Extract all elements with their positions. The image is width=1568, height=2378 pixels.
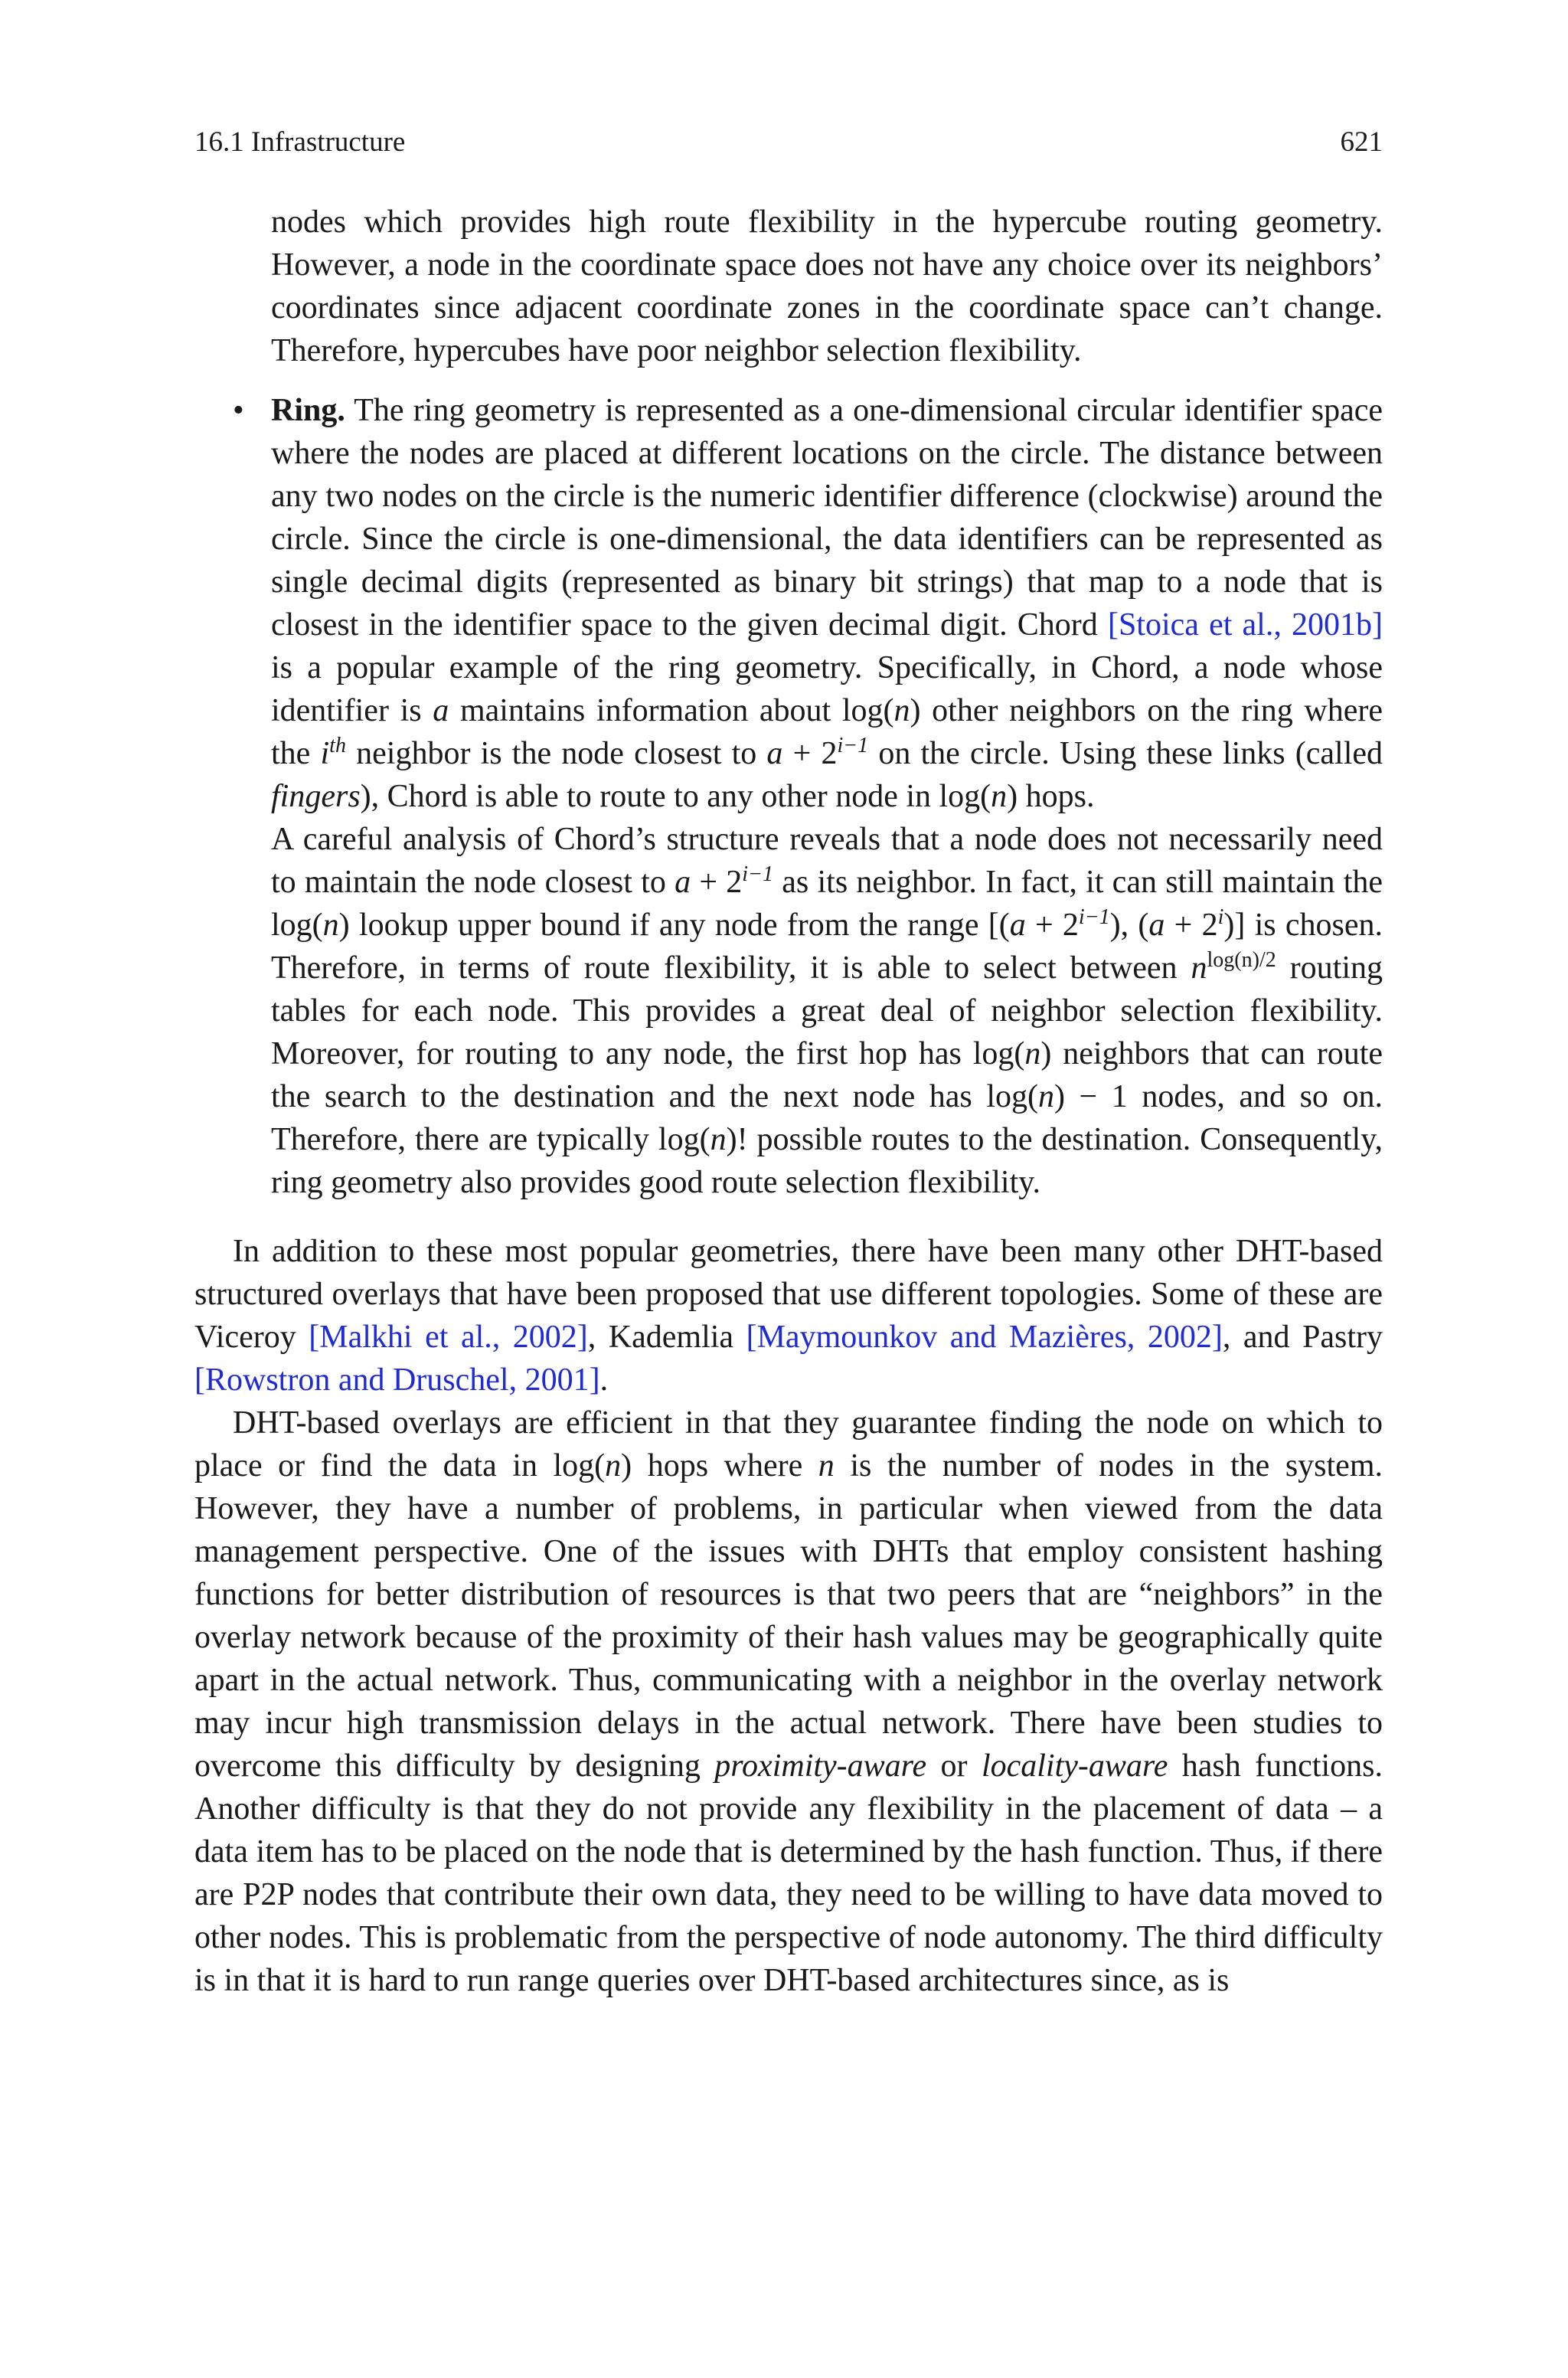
citation-malkhi[interactable]: [Malkhi et al., 2002] [309,1320,588,1355]
ring-paragraph-2: A careful analysis of Chord’s structure reveals that a node does not necessarily need to maintain the node closest to $a + 2^{i-1}$ as its neighbor. In fact, it can still maintain the log(n) lookup upper bound if any node from the range [$(a + 2^{i-1})$, $(a + 2^i)$] is chosen. Therefore, in terms of route flexibility, it is able to select between $n^{log(n)/2}$ routing tables for each node. This provides a great deal of neighbor selection flexibility. Moreover, for routing to any node, the first hop has log(n) neighbors that can route the search to the destination and the next node has log(n) − 1 nodes, and so on. Therefore, there are typically log(n)! possible routes to the destination. Consequently, ring geometry also provides good route selection flexibility. [271,822,1383,1200]
body-text [194,201,1383,2002]
paragraph-dht-problems: DHT-based overlays are efficient in that they guarantee finding the node on which to place or find the data in log(n) hops where n is the number of nodes in the system. However, they have a number of problems, in particular when viewed from the data management perspective. One of the issues with DHTs that employ consistent hashing functions for better distribution of resources is that two peers that are “neighbors” in the overlay network because of the proximity of their hash values may be geographically quite apart in the actual network. Thus, communicating with a neighbor in the overlay network may incur high transmission delays in the actual network. There have been studies to overcome this difficulty by designing proximity-aware or locality-aware hash functions. Another difficulty is that they do not provide any flexibility in the placement of data – a data item has to be placed on the node that is determined by the hash function. Thus, if there are P2P nodes that contribute their own data, they need to be willing to have data moved to other nodes. This is problematic from the perspective of node autonomy. The third difficulty is in that it is hard to run range queries over DHT-based architectures since, as is [194,1405,1383,1998]
fingers-term: fingers [271,779,361,814]
bullet-item-ring [233,389,1383,1204]
locality-aware-term: locality-aware [981,1748,1168,1784]
ring-heading: Ring. [271,393,345,428]
continuation-paragraph: nodes which provides high route flexibility in the hypercube routing geometry. However, a node in the coordinate space does not have any choice over its neighbors’ coordinates since adjacent coordinate zones in the coordinate space can’t change. Therefore, hypercubes have poor neighbor selection flexibility. [271,204,1383,368]
page-number: 621 [1340,126,1383,158]
section-title: 16.1 Infrastructure [194,126,406,158]
ring-paragraph-1: Ring. The ring geometry is represented as a one-dimensional circular identifier space where the nodes are placed at different locations on the circle. The distance between any two nodes on the circle is the numeric identifier difference (clockwise) around the circle. Since the circle is one-dimensional, the data identifiers can be represented as single decimal digits (represented as binary bit strings) that map to a node that is closest in the identifier space to the given decimal digit. Chord [Stoica et al., 2001b] is a popular example of the ring geometry. Specifically, in Chord, a node whose identifier is a maintains information about log(n) other neighbors on the ring where the $i^{th}$ neighbor is the node closest to $a + 2^{i-1}$ on the circle. Using these links (called fingers), Chord is able to route to any other node in log(n) hops. [271,393,1383,814]
citation-rowstron[interactable]: [Rowstron and Druschel, 2001] [194,1362,600,1398]
citation-stoica[interactable]: [Stoica et al., 2001b] [1107,607,1383,643]
paragraph-other-overlays: In addition to these most popular geometries, there have been many other DHT-based structured overlays that have been proposed that use different topologies. Some of these are Viceroy [Malkhi et al., 2002], Kademlia [Maymounkov and Mazières, 2002], and Pastry [Rowstron and Druschel, 2001]. [194,1234,1383,1398]
citation-maymounkov[interactable]: [Maymounkov and Mazières, 2002] [746,1320,1223,1355]
bullet-icon: • [233,393,244,428]
proximity-aware-term: proximity-aware [714,1748,927,1784]
